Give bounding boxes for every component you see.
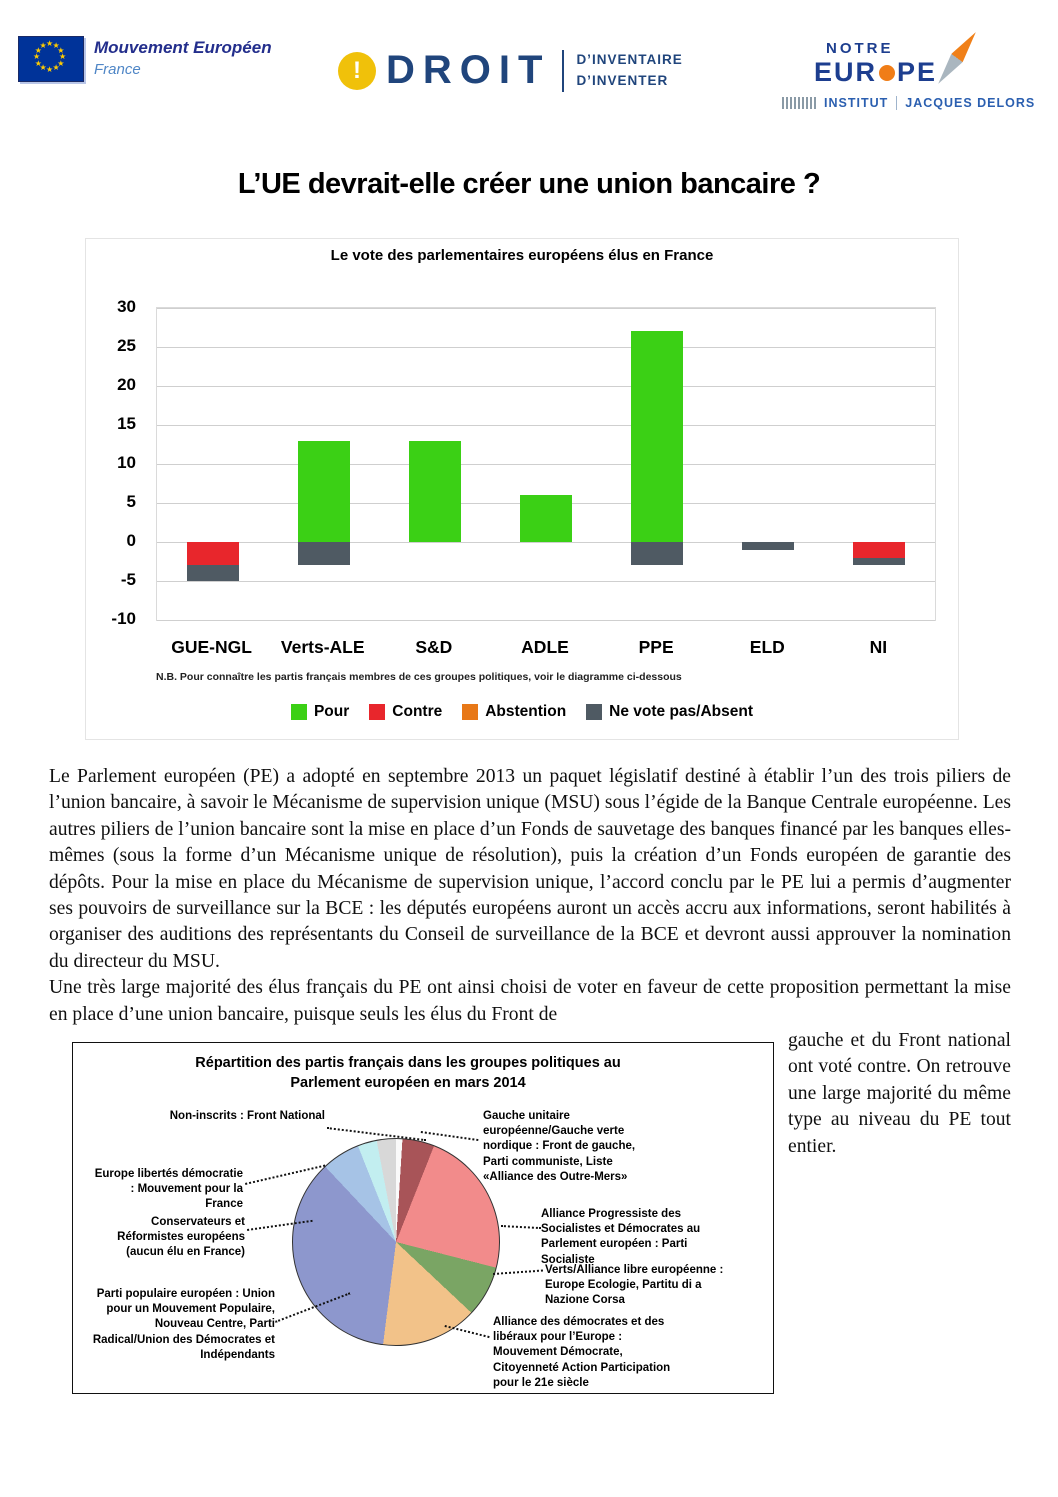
- paragraph-1: Le Parlement européen (PE) a adopté en septembre 2013 un paquet législatif destiné à établir l’un des trois piliers de l’union bancaire, à savoir le Mécanisme de supervision unique (MSU) sous l’égide de la Banque Centrale européenne. Les autres piliers de l’union bancaire sont la mise en place d’un Fonds de sauvetage des banques financé par les banques elles-mêmes (sous la forme d’un Mécanisme unique de résolution), puis la création d’un Fonds européen de garantie des dépôts. Pour la mise en place du Mécanisme de supervision unique, l’accord conclu par le PE lui a permis d’augmenter ses pouvoirs de surveillance sur la BCE : les députés européens auront un accès accru aux informations, seront habilités à organiser des auditions des représentants du Conseil de surveillance de la BCE et devront aussi approuver la nomination du directeur du MSU.: [49, 766, 1011, 972]
- x-category-label: ELD: [749, 637, 785, 657]
- eu-star-icon: ★: [46, 65, 54, 74]
- eu-star-icon: ★: [33, 52, 41, 61]
- bar-segment-S&D-Pour: [409, 441, 461, 542]
- paragraph-2-intro: Une très large majorité des élus français du PE ont ainsi choisi de voter en faveur de cette proposition permettant la mise en place d’une union bancaire, puisque seuls les élus du Front de: [49, 977, 1011, 1025]
- tagline-2: D’INVENTER: [576, 72, 669, 88]
- pie-label-gue-ngl: Gauche unitaire européenne/Gauche verte nordique : Front de gauche, Parti communiste, Liste «Alliance des Outre-Mers»: [483, 1110, 636, 1183]
- paragraph-2-wrap: gauche et du Front national ont voté contre. On retrouve une large majorité du même type au niveau du PE tout entier.: [788, 1030, 1011, 1157]
- legend-swatch: [369, 704, 385, 720]
- eu-star-icon: ★: [52, 63, 60, 73]
- leader-line: [421, 1131, 479, 1141]
- logo-europe-post: PE: [897, 57, 938, 87]
- x-category-label: GUE-NGL: [171, 637, 252, 657]
- divider-line: [562, 50, 564, 92]
- pie-chart: [292, 1138, 500, 1346]
- gridline: [157, 464, 935, 465]
- bar-segment-NI-Contre: [853, 542, 905, 558]
- logo-jacques-delors: JACQUES DELORS: [905, 96, 1036, 110]
- eu-star-icon: ★: [59, 52, 67, 61]
- legend-item: [369, 703, 442, 721]
- divider-line: [896, 96, 897, 110]
- chart-note: N.B. Pour connaître les partis français membres de ces groupes politiques, voir le diagramme ci-dessous: [156, 671, 682, 683]
- eu-flag-icon: [18, 36, 84, 82]
- legend-item: [291, 703, 349, 721]
- logo-notre-europe: [782, 40, 1038, 110]
- bar-segment-Verts-ALE-Ne vote pas/Absent: [298, 542, 350, 565]
- logo-institut-row: [782, 96, 1038, 110]
- x-category-label: ADLE: [521, 637, 569, 657]
- bar-segment-Verts-ALE-Pour: [298, 441, 350, 542]
- bar-chart-title: Le vote des parlementaires européens élus en France: [330, 247, 714, 264]
- article: [49, 764, 1011, 1402]
- logo-droit-name: DROIT: [386, 48, 551, 92]
- legend-label: Abstention: [485, 703, 567, 720]
- legend-label: Pour: [313, 703, 350, 720]
- pie-label-eld: Europe libertés démocratie : Mouvement pour la France: [94, 1168, 243, 1211]
- pie-label-cre: Conservateurs et Réformistes européens (aucun élu en France): [117, 1216, 245, 1259]
- eu-star-icon: ★: [39, 63, 47, 73]
- eu-star-icon: ★: [57, 45, 65, 55]
- logo-europe-pre: EUR: [814, 57, 878, 87]
- logo-country: France: [94, 61, 141, 78]
- eu-star-icon: ★: [52, 40, 60, 50]
- bar-segment-ADLE-Pour: [520, 495, 572, 542]
- logo-org-name: Mouvement Européen: [94, 38, 272, 57]
- pie-chart-box: [72, 1042, 774, 1394]
- eu-star-icon: ★: [34, 45, 42, 55]
- logo-notre: NOTRE: [826, 40, 894, 57]
- y-tick-label: 30: [117, 297, 136, 316]
- x-category-label: S&D: [415, 637, 453, 657]
- x-category-label: NI: [869, 637, 888, 657]
- bar-segment-GUE-NGL-Contre: [187, 542, 239, 565]
- leader-line: [501, 1225, 541, 1229]
- barcode-icon: [782, 97, 816, 109]
- leader-line: [493, 1270, 543, 1275]
- legend-item: [462, 703, 566, 721]
- legend-swatch: [586, 704, 602, 720]
- gridline: [157, 386, 935, 387]
- logo-mouvement-europeen-text: [94, 36, 272, 78]
- y-tick-label: 5: [126, 492, 136, 511]
- eu-star-icon: ★: [34, 58, 42, 68]
- logo-droit-taglines: [576, 50, 682, 91]
- logo-mouvement-europeen: [18, 36, 272, 82]
- pie-label-non-inscrits: Non-inscrits : Front National: [169, 1110, 325, 1123]
- gridline: [157, 308, 935, 309]
- y-tick-label: -10: [111, 609, 136, 628]
- y-tick-label: 25: [117, 336, 136, 355]
- gridline: [157, 425, 935, 426]
- pie-label-adle: Alliance des démocrates et des libéraux pour l’Europe : Mouvement Démocrate, Citoyenneté Action Participation pour le 21e siècle: [493, 1316, 671, 1389]
- bar-segment-GUE-NGL-Ne vote pas/Absent: [187, 565, 239, 581]
- pie-label-verts-ale: Verts/Alliance libre européenne : Europe Ecologie, Partitu di a Nazione Corsa: [545, 1264, 724, 1307]
- gridline: [157, 347, 935, 348]
- exclamation-icon: [338, 52, 376, 90]
- bar-segment-PPE-Ne vote pas/Absent: [631, 542, 683, 565]
- gridline: [157, 581, 935, 582]
- x-category-label: PPE: [638, 637, 674, 657]
- leader-line: [445, 1325, 490, 1338]
- orange-dot-icon: [879, 65, 895, 81]
- bar-segment-ELD-Ne vote pas/Absent: [742, 542, 794, 550]
- eu-star-icon: ★: [46, 39, 54, 48]
- y-tick-label: 10: [117, 453, 136, 472]
- legend-swatch: [291, 704, 307, 720]
- page-title: L’UE devrait-elle créer une union bancaire ?: [237, 168, 821, 200]
- legend-item: [586, 703, 753, 721]
- logo-europe: [814, 57, 1038, 88]
- legend-swatch: [462, 704, 478, 720]
- bar-segment-NI-Ne vote pas/Absent: [853, 558, 905, 566]
- y-tick-label: 0: [126, 531, 136, 550]
- bar-segment-PPE-Pour: [631, 331, 683, 542]
- pie-label-ppe: Parti populaire européen : Union pour un Mouvement Populaire, Nouveau Centre, Parti Radical/Union des Démocrates et Indépendants: [92, 1288, 275, 1361]
- x-axis-categories: [156, 637, 934, 661]
- y-tick-label: -5: [120, 570, 136, 589]
- exclamation-glyph: !: [353, 56, 361, 84]
- eu-star-icon: ★: [39, 40, 47, 50]
- legend-label: Ne vote pas/Absent: [609, 703, 754, 720]
- bar-chart: [85, 238, 959, 740]
- x-category-label: Verts-ALE: [280, 637, 365, 657]
- y-tick-label: 20: [117, 375, 136, 394]
- pie-chart-title: Répartition des partis français dans les groupes politiques au Parlement européen en mars 2014: [195, 1055, 621, 1092]
- legend-label: Contre: [392, 703, 443, 720]
- bar-plot-area: [156, 307, 936, 621]
- gridline: [157, 542, 935, 543]
- eu-star-icon: ★: [57, 58, 65, 68]
- y-tick-label: 15: [117, 414, 136, 433]
- tagline-1: D’INVENTAIRE: [576, 52, 683, 68]
- chart-legend: [86, 703, 958, 721]
- pie-label-sd: Alliance Progressiste des Socialistes et Démocrates au Parlement européen : Parti Socialiste: [541, 1208, 701, 1266]
- logo-institut: INSTITUT: [824, 96, 889, 110]
- gridline: [157, 620, 935, 621]
- y-axis: [86, 297, 146, 628]
- logo-droit-dinventaire: [338, 48, 683, 93]
